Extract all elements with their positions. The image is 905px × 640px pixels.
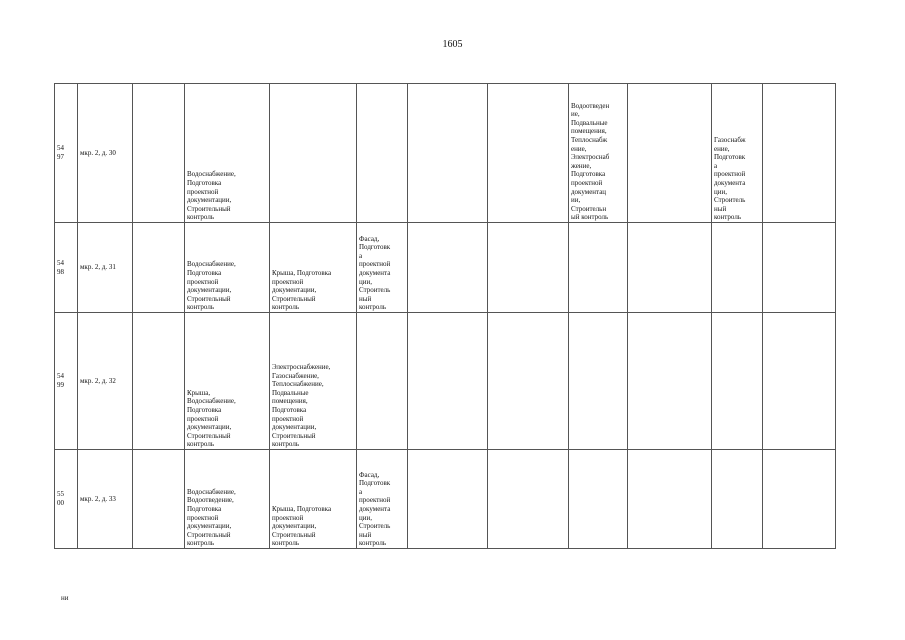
works-cell: Крыша, Подготовка проектной документации, Строительный контроль xyxy=(270,450,357,549)
works-cell: Фасад, Подготовк а проектной документа ции, Строитель ный контроль xyxy=(357,450,408,549)
table-cell xyxy=(488,223,569,313)
table-cell xyxy=(133,313,185,450)
table-cell xyxy=(408,450,488,549)
table-cell xyxy=(133,223,185,313)
address-cell: мкр. 2, д. 33 xyxy=(78,450,133,549)
address-cell: мкр. 2, д. 30 xyxy=(78,84,133,223)
table-cell xyxy=(133,84,185,223)
row-number: 55 00 xyxy=(55,450,78,549)
works-cell: Электроснабжение, Газоснабжение, Теплоснабжение, Подвальные помещения, Подготовка проектной документации, Строительный контроль xyxy=(270,313,357,450)
table-cell xyxy=(628,313,712,450)
table-cell xyxy=(628,84,712,223)
table-cell xyxy=(488,84,569,223)
table-cell xyxy=(628,223,712,313)
works-cell xyxy=(357,84,408,223)
works-cell: Водоснабжение, Подготовка проектной документации, Строительный контроль xyxy=(185,84,270,223)
table-row xyxy=(55,450,836,549)
table-cell xyxy=(763,450,836,549)
table-cell xyxy=(763,223,836,313)
table-cell xyxy=(763,84,836,223)
table-cell xyxy=(628,450,712,549)
works-cell: Водоснабжение, Водоотведение, Подготовка проектной документации, Строительный контроль xyxy=(185,450,270,549)
table-cell xyxy=(488,313,569,450)
table-cell xyxy=(357,313,408,450)
works-cell: Крыша, Водоснабжение, Подготовка проектной документации, Строительный контроль xyxy=(185,313,270,450)
row-number: 54 98 xyxy=(55,223,78,313)
table-cell xyxy=(712,450,763,549)
table-cell xyxy=(133,450,185,549)
table-row xyxy=(55,223,836,313)
table-cell xyxy=(488,450,569,549)
table-cell xyxy=(712,313,763,450)
page-number: 1605 xyxy=(442,39,463,50)
repair-schedule-table xyxy=(54,83,836,549)
table-row xyxy=(55,84,836,223)
table-cell xyxy=(763,313,836,450)
table-cell xyxy=(569,450,628,549)
works-cell: Водоотведен ие, Подвальные помещения, Теплоснабж ение, Электроснаб жение, Подготовка проектной документац ии, Строительн ый контроль xyxy=(569,84,628,223)
address-cell: мкр. 2, д. 32 xyxy=(78,313,133,450)
works-cell: Газоснабж ение, Подготовк а проектной документа ции, Строитель ный контроль xyxy=(712,84,763,223)
address-cell: мкр. 2, д. 31 xyxy=(78,223,133,313)
table-cell xyxy=(408,313,488,450)
table-cell xyxy=(408,84,488,223)
table-cell xyxy=(569,223,628,313)
works-cell: Водоснабжение, Подготовка проектной документации, Строительный контроль xyxy=(185,223,270,313)
table-cell xyxy=(712,223,763,313)
row-number: 54 97 xyxy=(55,84,78,223)
table-cell xyxy=(408,223,488,313)
works-cell: Крыша, Подготовка проектной документации, Строительный контроль xyxy=(270,223,357,313)
table-cell xyxy=(569,313,628,450)
works-cell: Фасад, Подготовк а проектной документа ции, Строитель ный контроль xyxy=(357,223,408,313)
table-row xyxy=(55,313,836,450)
works-cell xyxy=(270,84,357,223)
row-number: 54 99 xyxy=(55,313,78,450)
footer-mark: ни xyxy=(61,594,69,602)
